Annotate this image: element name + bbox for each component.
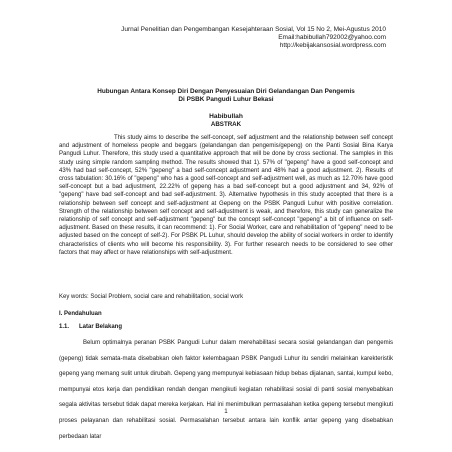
abstract-body	[59, 134, 393, 257]
section-heading: I. Pendahuluan	[59, 311, 102, 317]
author-email: Email:habibullah792002@yahoo.com	[278, 34, 386, 42]
introduction-body	[59, 336, 393, 445]
introduction-paragraph: Belum optimalnya peranan PSBK Pangudi Luhur dalam merehabilitasi secara sosial gelandangan dan pengemis (gepeng) tidak semata-mata disebabkan oleh faktor kelembagaan PSBK Pangudi Luhur itu sendiri melainkan karekteristik gepeng yang memang sulit untuk dirubah. Gepeng yang mempunyai kebiasaan hidup bebas dijalanan, santai, kumpul kebo, mempunyai etos kerja dan pendidikan rendah dengan mengikuti kegiatan rehabilitasi sosial di panti sosial menyebabkan segala aktivitas tersebut tidak dapat mereka kerjakan. Hal ini menimbulkan permasalahan ketika gepeng tersebut mengikuti proses pelayanan dan rehabilitasi sosial. Permasalahan tersebut antara lain konflik antar gepeng yang disebabkan perbedaan latar	[59, 340, 393, 440]
keywords: Key words: Social Problem, social care and rehabilitation, social work	[59, 294, 244, 300]
page-number: 1	[224, 408, 228, 415]
author-website: http://kebijakansosial.wordpress.com	[279, 42, 386, 50]
subsection-title: Latar Belakang	[79, 324, 123, 330]
paper-title-line-1: Hubungan Antara Konsep Diri Dengan Penyesuaian Diri Gelandangan Dan Pengemis	[97, 88, 355, 95]
abstract-paragraph: This study aims to describe the self-concept, self adjustment and the relationship between self concept and adjustment of homeless people and beggars (gelandangan dan pengemis/gepeng) on the Panti Sosial Bina Karya Pangudi Luhur. Therefore, this study used a quantitative approach that will be done by cross sectional. The samples in this study using simple random sampling method. The results showed that 1). 57% of "gepeng" have a good self-concept and 43% had bad self-concept, 52% "gepeng" a bad self-concept adjustment and 48% had a good adjustment. 2). Results of cross tabulation: 30.16% of "gepeng" who has a good self-concept and self-adjustment well, as much as 12.70% have good self-concept but a bad adjustment, 22.22% of gepeng has a bad self-concept but a good adjustment and 34, 92% of "gepeng" have bad self-concept and bad self-adjustment. 3). Alternative hypothesis in this study accepted that there is a relationship between self concept and self-adjustment at Gepeng on the PSBK Pangudi Luhur with positive correlation. Strength of the relationship between self concept and self-adjustment is weak, and therefore, this study can generalize the relationship of self concept and self-adjustment "gepeng" but the concept self-concept "gepeng" a bit of influence on self-adjustment. Based on these results, it can recommend: 1). For Social Worker, care and rehabilitation of "gepeng" need to be adjusted based on the concept of self-2). For PSBK PL Luhur, should develop the ability of social workers in order to identify characteristics of clients who will become his responsibility. 3). For further research needs to be considered to see other factors that may affect or have relationships with self-adjustment.	[59, 135, 393, 256]
paper-title	[60, 88, 392, 104]
abstract-heading: ABSTRAK	[210, 121, 242, 128]
paper-title-line-2: Di PSBK Pangudi Luhur Bekasi	[178, 96, 274, 103]
subsection-number: 1.1.	[59, 324, 70, 330]
author-name: Habibullah	[209, 113, 243, 120]
journal-citation: Jurnal Penelitian dan Pengembangan Kesejahteraan Sosial, Vol 15 No 2, Mei-Agustus 2010	[121, 26, 386, 33]
subsection-heading	[59, 323, 122, 331]
journal-header	[121, 26, 386, 51]
